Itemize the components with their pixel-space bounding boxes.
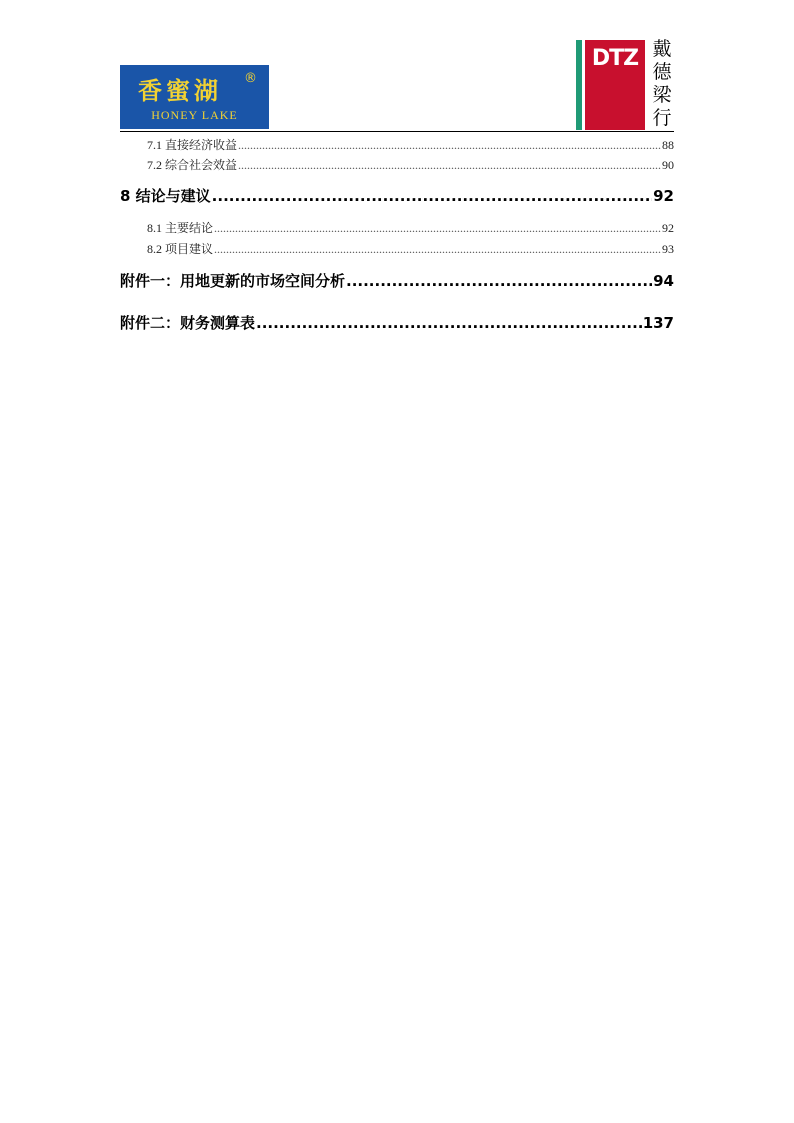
honey-lake-logo	[120, 65, 269, 129]
toc-entry-label: 7.2 综合社会效益	[147, 158, 238, 172]
toc-leader-dots	[214, 242, 661, 257]
toc-entry[interactable]	[147, 156, 674, 174]
toc-chapter-entry[interactable]	[120, 270, 674, 292]
toc-entry-page: 93	[662, 242, 674, 256]
honey-lake-logo-en: HONEY LAKE	[151, 108, 238, 122]
toc-leader-dots	[256, 314, 642, 332]
dtz-logo-char: 梁	[652, 84, 672, 106]
toc-entry-label: 附件二：财务测算表	[120, 314, 256, 332]
toc-entry-label: 7.1 直接经济收益	[147, 138, 238, 152]
toc-entry-page: 92	[653, 187, 674, 205]
toc-entry-label: 8 结论与建议	[120, 187, 211, 205]
toc-entry-page: 94	[653, 272, 674, 290]
toc-leader-dots	[238, 158, 661, 173]
toc-chapter-entry[interactable]	[120, 312, 674, 334]
header-divider	[120, 131, 674, 132]
toc-entry-label: 8.2 项目建议	[147, 242, 214, 256]
toc-leader-dots	[214, 221, 661, 236]
toc-leader-dots	[346, 272, 652, 290]
toc-entry-label: 8.1 主要结论	[147, 221, 214, 235]
toc-leader-dots	[212, 187, 652, 205]
toc-entry-page: 88	[662, 138, 674, 152]
toc-entry-label: 附件一：用地更新的市场空间分析	[120, 272, 346, 290]
toc-entry[interactable]	[147, 240, 674, 258]
toc-leader-dots	[238, 138, 661, 153]
toc-chapter-entry[interactable]	[120, 185, 674, 207]
dtz-logo-char: 戴	[652, 38, 672, 60]
toc-entry-page: 137	[642, 314, 674, 332]
dtz-logo-char: 德	[652, 61, 672, 83]
toc-entry[interactable]	[147, 136, 674, 154]
toc-entry-page: 90	[662, 158, 674, 172]
dtz-logo-cn-name	[651, 38, 673, 130]
dtz-logo	[576, 40, 674, 130]
dtz-logo-text: DTZ	[591, 46, 639, 71]
honey-lake-logo-cn: 香蜜湖	[138, 76, 222, 105]
toc-entry-page: 92	[662, 221, 674, 235]
registered-mark: ®	[244, 71, 257, 86]
toc-entry[interactable]	[147, 219, 674, 237]
dtz-logo-char: 行	[652, 107, 672, 129]
